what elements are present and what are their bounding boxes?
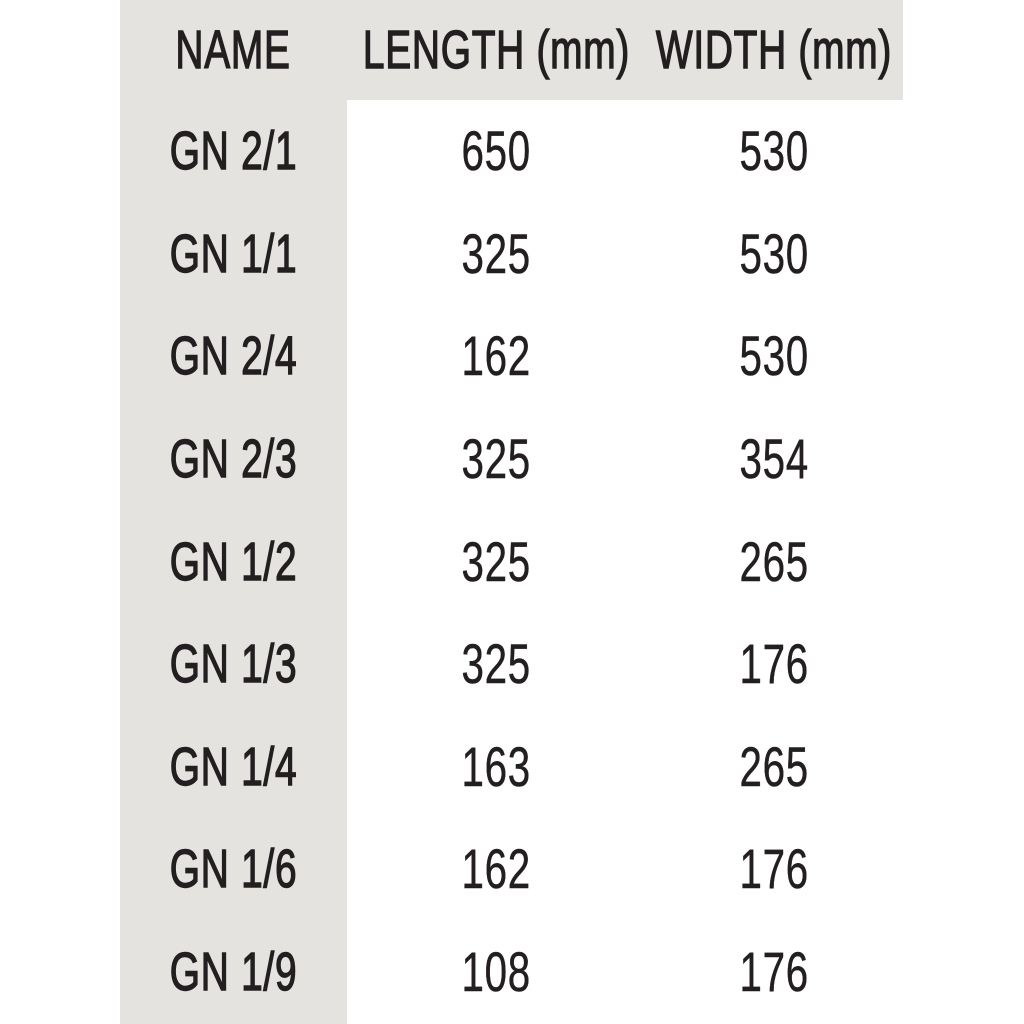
row-length-cell	[347, 921, 645, 1024]
row-name-cell	[120, 408, 347, 511]
row-name-cell	[120, 921, 347, 1024]
row-width-cell	[645, 921, 903, 1024]
row-name: GN 1/4	[169, 736, 298, 797]
row-length-cell	[347, 613, 645, 716]
row-length: 325	[461, 221, 531, 285]
row-length-cell	[347, 305, 645, 408]
row-width: 176	[739, 837, 809, 901]
row-name-cell	[120, 203, 347, 306]
row-name: GN 1/3	[169, 634, 298, 695]
row-width-cell	[645, 613, 903, 716]
row-length-cell	[347, 510, 645, 613]
row-length: 163	[461, 734, 531, 798]
row-width-cell	[645, 203, 903, 306]
row-name: GN 2/4	[169, 326, 298, 387]
row-name: GN 2/3	[169, 429, 298, 490]
row-width: 176	[739, 632, 809, 696]
column-header-length	[347, 0, 645, 100]
column-header-length-label: LENGTH (mm)	[362, 20, 630, 80]
row-name: GN 1/9	[169, 942, 298, 1003]
row-name-cell	[120, 716, 347, 819]
column-header-name	[120, 0, 347, 100]
row-length: 650	[461, 119, 531, 183]
row-width: 265	[739, 529, 809, 593]
column-header-width	[645, 0, 903, 100]
column-header-width-label: WIDTH (mm)	[655, 20, 893, 80]
row-length: 325	[461, 529, 531, 593]
row-width-cell	[645, 100, 903, 203]
row-name-cell	[120, 100, 347, 203]
row-width-cell	[645, 818, 903, 921]
column-header-name-label: NAME	[175, 20, 292, 80]
row-width-cell	[645, 510, 903, 613]
row-name: GN 1/2	[169, 531, 298, 592]
row-name: GN 1/1	[169, 223, 298, 284]
row-width-cell	[645, 716, 903, 819]
row-length: 325	[461, 427, 531, 491]
row-name: GN 2/1	[169, 121, 298, 182]
row-name-cell	[120, 510, 347, 613]
row-length: 325	[461, 632, 531, 696]
row-name-cell	[120, 818, 347, 921]
row-width-cell	[645, 305, 903, 408]
row-name-cell	[120, 613, 347, 716]
row-width: 265	[739, 734, 809, 798]
row-length-cell	[347, 818, 645, 921]
row-name-cell	[120, 305, 347, 408]
row-length-cell	[347, 716, 645, 819]
row-length-cell	[347, 100, 645, 203]
row-width: 530	[739, 119, 809, 183]
row-length: 108	[461, 940, 531, 1004]
row-length-cell	[347, 203, 645, 306]
row-length: 162	[461, 324, 531, 388]
row-width: 530	[739, 324, 809, 388]
row-width-cell	[645, 408, 903, 511]
row-width: 354	[739, 427, 809, 491]
row-width: 176	[739, 940, 809, 1004]
row-length-cell	[347, 408, 645, 511]
row-length: 162	[461, 837, 531, 901]
row-width: 530	[739, 221, 809, 285]
row-name: GN 1/6	[169, 839, 298, 900]
